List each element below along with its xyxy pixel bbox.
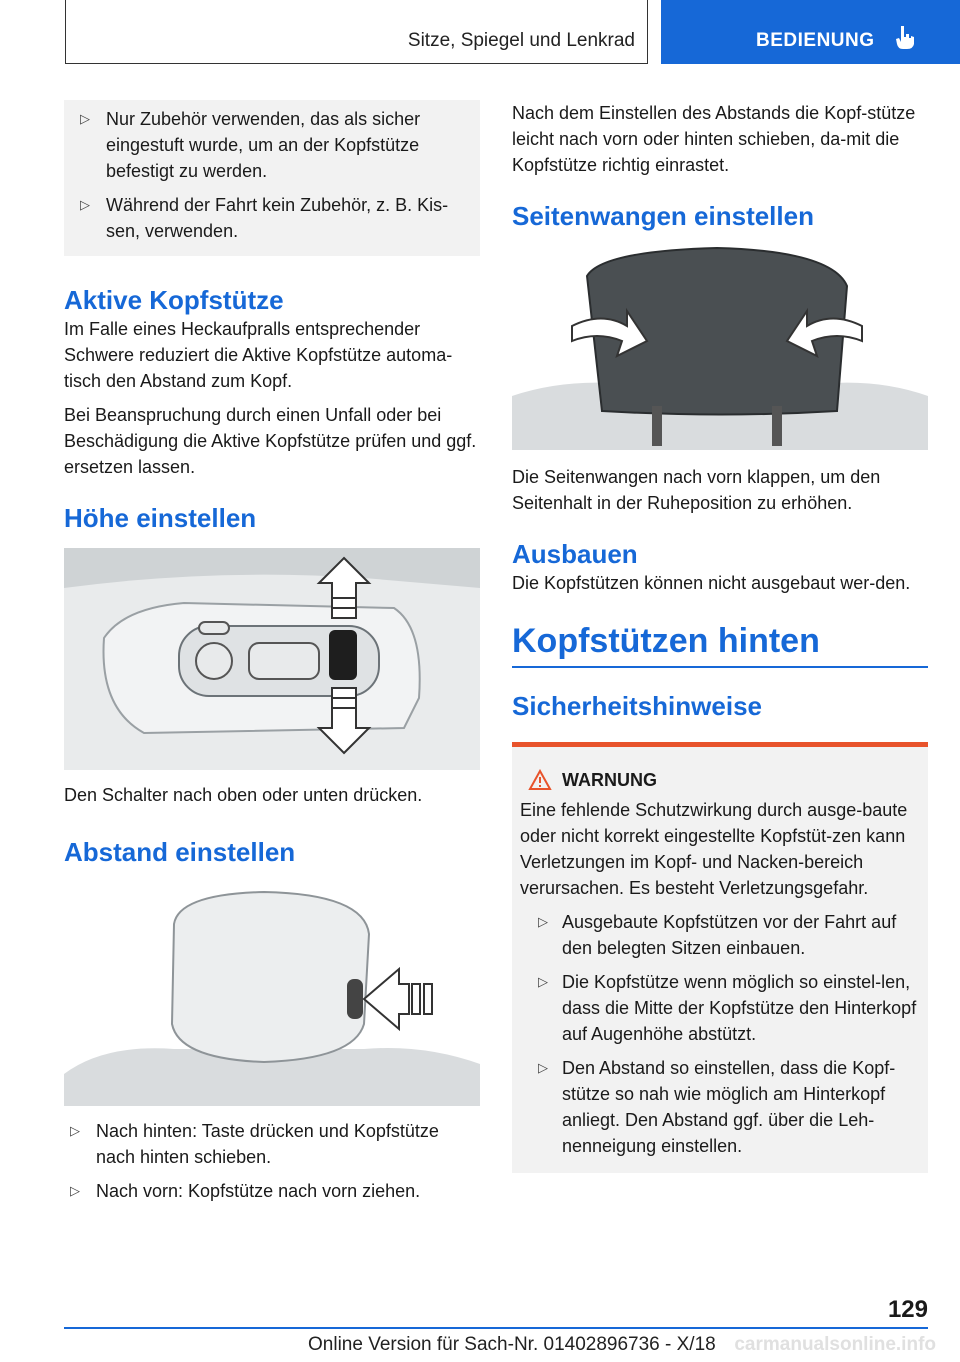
list-item: ▷ Den Abstand so einstellen, dass die Kopf-stütze so nah wie möglich am Hinterkopf anliegt. Den Abstand ggf. über die Leh-nenneigung einstellen. xyxy=(520,1055,918,1159)
left-column xyxy=(64,100,480,1204)
triangle-right-icon: ▷ xyxy=(70,1123,80,1138)
right-column xyxy=(512,100,928,1173)
paragraph: Bei Beanspruchung durch einen Unfall oder bei Beschädigung die Aktive Kopfstütze prüfen und ggf. ersetzen lassen. xyxy=(64,405,477,477)
page-number: 129 xyxy=(887,1296,928,1323)
heading-hoehe-einstellen: Höhe einstellen xyxy=(64,503,257,533)
header-chapter-box xyxy=(65,0,648,64)
list-item: ▷ Ausgebaute Kopfstützen vor der Fahrt auf den belegten Sitzen einbauen. xyxy=(520,909,918,961)
footer-online-version: Online Version für Sach-Nr. 01402896736 - X/18 xyxy=(308,1334,716,1355)
section-title: BEDIENUNG xyxy=(756,30,875,51)
note-box xyxy=(64,100,480,256)
side-bolster-illustration xyxy=(512,246,928,450)
heading-seitenwangen-einstellen: Seitenwangen einstellen xyxy=(512,201,814,231)
figure-caption: Die Seitenwangen nach vorn klappen, um den Seitenhalt in der Ruheposition zu erhöhen. xyxy=(512,467,881,513)
warning-triangle-icon xyxy=(528,769,552,791)
heading-kopfstuetzen-hinten: Kopfstützen hinten xyxy=(512,622,820,660)
paragraph: Im Falle eines Heckaufpralls entsprechender Schwere reduziert die Aktive Kopfstütze automa-tisch den Abstand zum Kopf. xyxy=(64,319,453,391)
triangle-right-icon: ▷ xyxy=(70,1183,80,1198)
watermark: carmanualsonline.info xyxy=(734,1334,936,1355)
chapter-title: Sitze, Spiegel und Lenkrad xyxy=(407,30,635,51)
figure-caption: Den Schalter nach oben oder unten drücken. xyxy=(64,785,423,805)
triangle-right-icon: ▷ xyxy=(538,914,548,929)
warning-title: WARNUNG xyxy=(528,767,918,793)
paragraph: Nach dem Einstellen des Abstands die Kopf-stütze leicht nach vorn oder hinten schieben, da-mit die Kopfstütze richtig einrastet. xyxy=(512,103,916,175)
heading-sicherheitshinweise: Sicherheitshinweise xyxy=(512,691,762,721)
paragraph: Die Kopfstützen können nicht ausgebaut wer-den. xyxy=(512,573,911,593)
list-item: ▷ Nach hinten: Taste drücken und Kopfstütze nach hinten schieben. xyxy=(64,1118,480,1170)
list-item: ▷ Nur Zubehör verwenden, das als sicher eingestuft wurde, um an der Kopfstütze befestigt zu werden. xyxy=(74,106,470,184)
triangle-right-icon: ▷ xyxy=(538,974,548,989)
list-item: ▷ Während der Fahrt kein Zubehör, z. B. Kis-sen, verwenden. xyxy=(74,192,470,244)
triangle-right-icon: ▷ xyxy=(80,197,90,212)
warning-text: Eine fehlende Schutzwirkung durch ausge-baute oder nicht korrekt eingestellte Kopfstüt-zen kann Verletzungen im Kopf- und Nacken-bereich verursachen. Es besteht Verletzungsgefahr. xyxy=(520,800,908,898)
header-section-box xyxy=(661,0,960,64)
triangle-right-icon: ▷ xyxy=(80,111,90,126)
footer-rule xyxy=(64,1327,928,1329)
headrest-button-illustration xyxy=(64,884,480,1106)
list-item: ▷ Nach vorn: Kopfstütze nach vorn ziehen. xyxy=(64,1178,480,1204)
heading-ausbauen: Ausbauen xyxy=(512,539,638,569)
triangle-right-icon: ▷ xyxy=(538,1060,548,1075)
seat-switch-illustration xyxy=(64,548,480,770)
heading-aktive-kopfstuetze: Aktive Kopfstütze xyxy=(64,285,284,315)
warning-box xyxy=(512,742,928,1173)
pointing-hand-icon xyxy=(894,24,916,50)
list-item: ▷ Die Kopfstütze wenn möglich so einstel-len, dass die Mitte der Kopfstütze den Hinterkopf auf Augenhöhe abstützt. xyxy=(520,969,918,1047)
heading-abstand-einstellen: Abstand einstellen xyxy=(64,837,296,867)
